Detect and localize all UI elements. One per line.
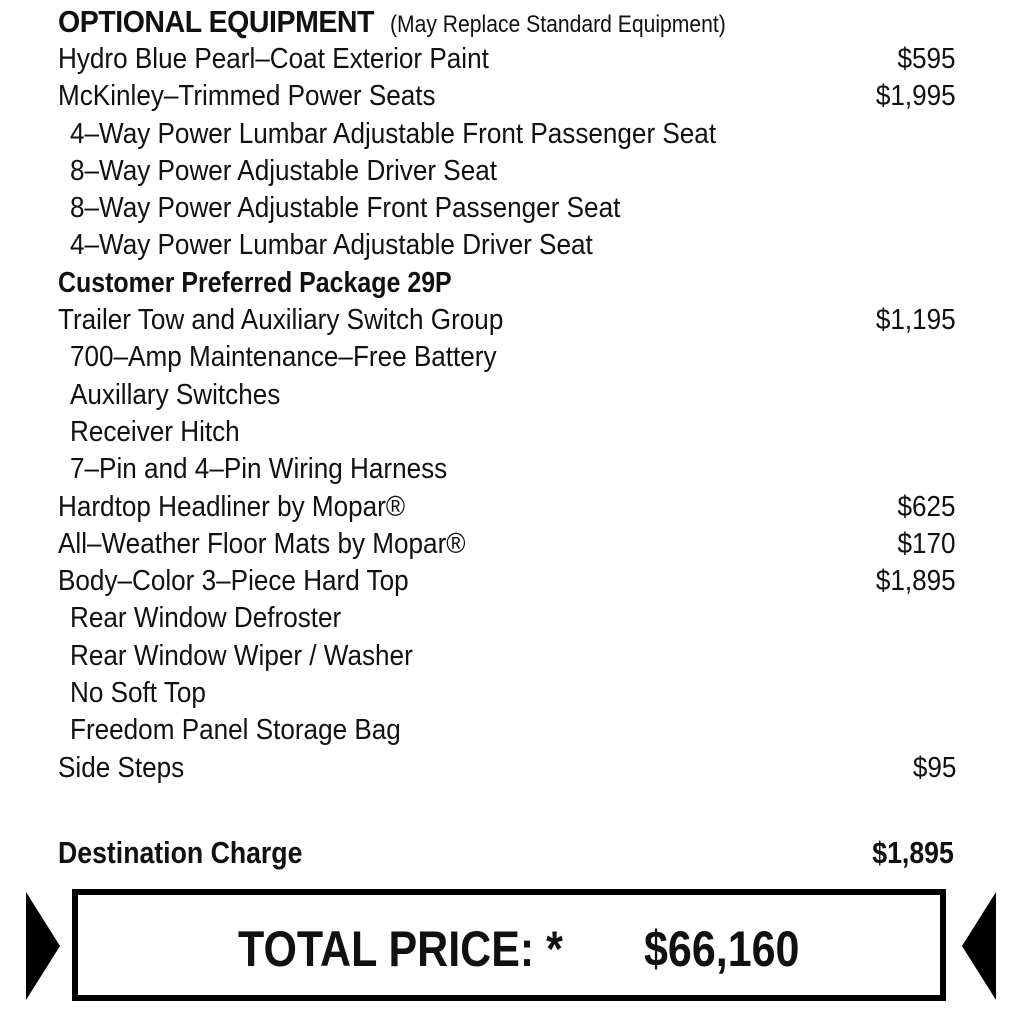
section-note: (May Replace Standard Equipment) xyxy=(389,11,726,38)
item-label: Rear Window Defroster xyxy=(70,602,342,635)
item-label: Hardtop Headliner by Mopar® xyxy=(58,490,406,523)
equipment-item xyxy=(58,78,956,115)
right-arrow-icon xyxy=(962,892,996,1000)
equipment-sub-item xyxy=(58,451,956,488)
item-label: Side Steps xyxy=(58,751,185,784)
equipment-item xyxy=(58,302,956,339)
item-label: Trailer Tow and Auxiliary Switch Group xyxy=(58,304,504,337)
item-label: 4–Way Power Lumbar Adjustable Driver Seat xyxy=(70,229,593,262)
item-label: 8–Way Power Adjustable Front Passenger Seat xyxy=(70,192,621,225)
equipment-sub-item xyxy=(58,153,956,190)
equipment-list xyxy=(58,41,956,787)
item-price: $170 xyxy=(897,527,956,560)
package-heading xyxy=(58,265,956,302)
item-label: 8–Way Power Adjustable Driver Seat xyxy=(70,154,497,187)
item-price: $95 xyxy=(912,751,956,784)
item-label: Customer Preferred Package 29P xyxy=(58,266,452,299)
section-title: OPTIONAL EQUIPMENT xyxy=(58,4,375,39)
item-price: $1,895 xyxy=(876,565,956,598)
total-price-label: TOTAL PRICE: * xyxy=(238,921,563,977)
item-label: Receiver Hitch xyxy=(70,415,240,448)
section-heading xyxy=(58,4,772,40)
equipment-sub-item xyxy=(58,600,956,637)
item-label: McKinley–Trimmed Power Seats xyxy=(58,80,436,113)
equipment-item xyxy=(58,563,956,600)
equipment-sub-item xyxy=(58,377,956,414)
item-price: $1,995 xyxy=(876,80,956,113)
equipment-sub-item xyxy=(58,712,956,749)
equipment-item xyxy=(58,41,956,78)
item-price: $595 xyxy=(897,43,956,75)
destination-charge-row xyxy=(58,833,954,873)
item-label: All–Weather Floor Mats by Mopar® xyxy=(58,527,466,560)
item-label: Hydro Blue Pearl–Coat Exterior Paint xyxy=(58,43,489,75)
item-label: Rear Window Wiper / Washer xyxy=(70,639,413,672)
equipment-sub-item xyxy=(58,638,956,675)
total-price-value: $66,160 xyxy=(644,921,800,977)
item-price: $625 xyxy=(897,490,956,523)
item-price: $1,195 xyxy=(876,304,956,337)
equipment-item xyxy=(58,750,956,787)
left-arrow-icon xyxy=(26,892,60,1000)
item-label: 7–Pin and 4–Pin Wiring Harness xyxy=(70,453,448,486)
equipment-sub-item xyxy=(58,339,956,376)
equipment-item xyxy=(58,526,956,563)
item-label: Auxillary Switches xyxy=(70,378,281,411)
equipment-item xyxy=(58,489,956,526)
equipment-sub-item xyxy=(58,116,956,153)
total-price-box xyxy=(72,889,946,1001)
equipment-sub-item xyxy=(58,675,956,712)
equipment-sub-item xyxy=(58,227,956,264)
item-label: Freedom Panel Storage Bag xyxy=(70,714,401,747)
equipment-sub-item xyxy=(58,190,956,227)
destination-charge-label: Destination Charge xyxy=(58,835,303,870)
equipment-sub-item xyxy=(58,414,956,451)
item-label: 700–Amp Maintenance–Free Battery xyxy=(70,341,497,374)
item-label: No Soft Top xyxy=(70,677,206,710)
destination-charge-price: $1,895 xyxy=(872,835,954,870)
item-label: Body–Color 3–Piece Hard Top xyxy=(58,565,409,598)
item-label: 4–Way Power Lumbar Adjustable Front Passenger Seat xyxy=(70,117,717,150)
